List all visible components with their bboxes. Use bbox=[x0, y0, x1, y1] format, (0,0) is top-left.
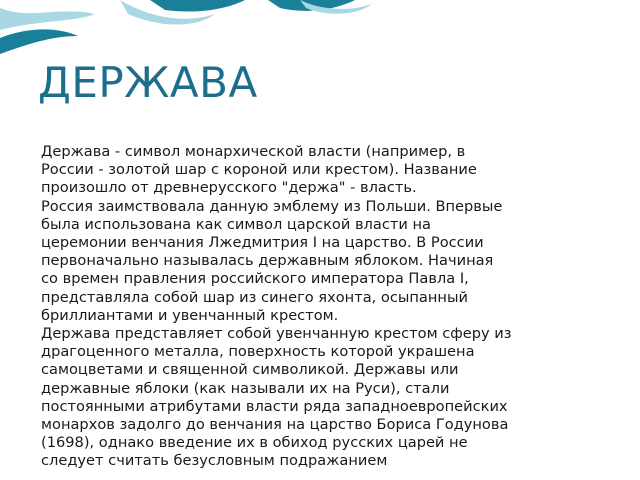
body-line: первоначально называлась державным яблоком. Начиная bbox=[41, 252, 494, 270]
slide-body-text bbox=[41, 143, 601, 471]
body-line: постоянными атрибутами власти ряда западноевропейских bbox=[41, 397, 508, 415]
body-line: произошло от древнерусского "держа" - власть. bbox=[41, 179, 417, 197]
slide-title: ДЕРЖАВА bbox=[38, 58, 258, 107]
body-line: монархов задолго до венчания на царство Бориса Годунова bbox=[41, 416, 509, 434]
body-line: была использована как символ царской власти на bbox=[41, 215, 431, 233]
body-line: самоцветами и священной символикой. Державы или bbox=[41, 361, 459, 379]
wave-shape-light-left bbox=[0, 8, 95, 30]
body-line: со времен правления российского императора Павла I, bbox=[41, 270, 469, 288]
body-line: бриллиантами и увенчанный крестом. bbox=[41, 306, 339, 324]
body-line: драгоценного металла, поверхность которой украшена bbox=[41, 343, 475, 361]
wave-shape-dark-left bbox=[0, 29, 78, 54]
body-line: Россия заимствовала данную эмблему из Польши. Впервые bbox=[41, 197, 503, 215]
body-line: Держава представляет собой увенчанную крестом сферу из bbox=[41, 325, 512, 343]
wave-shape-dark-middle bbox=[150, 0, 245, 12]
body-line: церемонии венчания Лжедмитрия I на царство. В России bbox=[41, 234, 484, 252]
body-line: державные яблоки (как называли их на Руси), стали bbox=[41, 379, 450, 397]
body-line: следует считать безусловным подражанием bbox=[41, 452, 388, 470]
body-line: (1698), однако введение их в обиход русских царей не bbox=[41, 434, 468, 452]
body-line: России - золотой шар с короной или крестом). Название bbox=[41, 161, 477, 179]
body-line: Держава - символ монархической власти (например, в bbox=[41, 143, 466, 160]
body-line: представляла собой шар из синего яхонта, осыпанный bbox=[41, 288, 468, 306]
